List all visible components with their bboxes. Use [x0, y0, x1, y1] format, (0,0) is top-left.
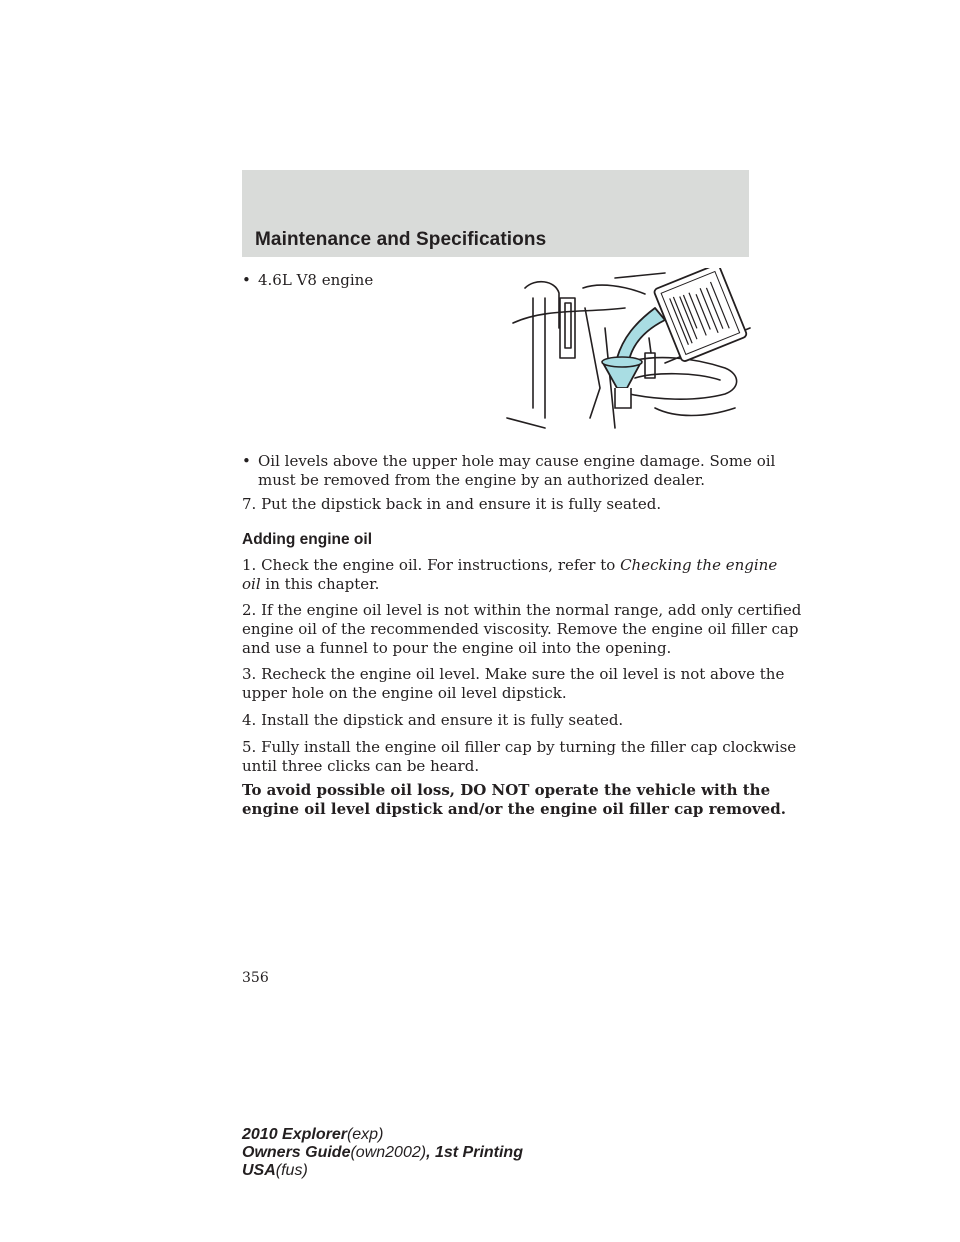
oil-filling-illustration — [505, 268, 751, 433]
bullet-marker: • — [242, 271, 251, 289]
warning-line: To avoid possible oil loss, DO NOT operate the vehicle with the — [242, 781, 771, 799]
step1-reference-cont: oil — [242, 575, 261, 593]
footer-model-code: (exp) — [346, 1126, 384, 1143]
footer-printing: , 1st Printing — [426, 1144, 523, 1161]
bullet-text-line1: Oil levels above the upper hole may cause engine damage. Some oil — [258, 452, 776, 470]
adding-step-5 — [242, 738, 797, 776]
warning-line: engine oil level dipstick and/or the engine oil filler cap removed. — [242, 800, 786, 818]
step1-reference: Checking the engine — [620, 556, 778, 574]
adding-step-3 — [242, 665, 785, 703]
footer-guide-code: (own2002) — [350, 1144, 427, 1161]
adding-step-2 — [242, 601, 802, 658]
step3-line: 3. Recheck the engine oil level. Make sure the oil level is not above the — [242, 665, 785, 683]
footer-market-code: (fus) — [275, 1162, 308, 1179]
footer-imprint — [242, 1126, 523, 1180]
section-title: Maintenance and Specifications — [255, 229, 547, 250]
warning-text — [242, 781, 786, 819]
step-7: 7. Put the dipstick back in and ensure it is fully seated. — [242, 495, 662, 513]
bullet-text: 4.6L V8 engine — [258, 271, 374, 289]
step1-text: 1. Check the engine oil. For instructions, refer to — [242, 556, 621, 574]
footer-model: 2010 Explorer — [242, 1126, 347, 1143]
footer-market: USA — [242, 1162, 276, 1179]
step2-line: engine oil of the recommended viscosity. Remove the engine oil filler cap — [242, 620, 799, 638]
bullet-text-line2: must be removed from the engine by an authorized dealer. — [258, 471, 706, 489]
adding-oil-heading: Adding engine oil — [242, 531, 373, 548]
adding-step-1 — [242, 556, 778, 594]
adding-step-4: 4. Install the dipstick and ensure it is fully seated. — [242, 711, 624, 729]
bullet-marker: • — [242, 452, 251, 470]
step5-line: until three clicks can be heard. — [242, 757, 480, 775]
step2-line: and use a funnel to pour the engine oil into the opening. — [242, 639, 672, 657]
step3-line: upper hole on the engine oil level dipstick. — [242, 684, 567, 702]
step2-line: 2. If the engine oil level is not within the normal range, add only certified — [242, 601, 802, 619]
footer-guide: Owners Guide — [242, 1144, 351, 1161]
step1-text-end: in this chapter. — [260, 575, 380, 593]
step5-line: 5. Fully install the engine oil filler cap by turning the filler cap clockwise — [242, 738, 797, 756]
page-number: 356 — [242, 970, 269, 986]
